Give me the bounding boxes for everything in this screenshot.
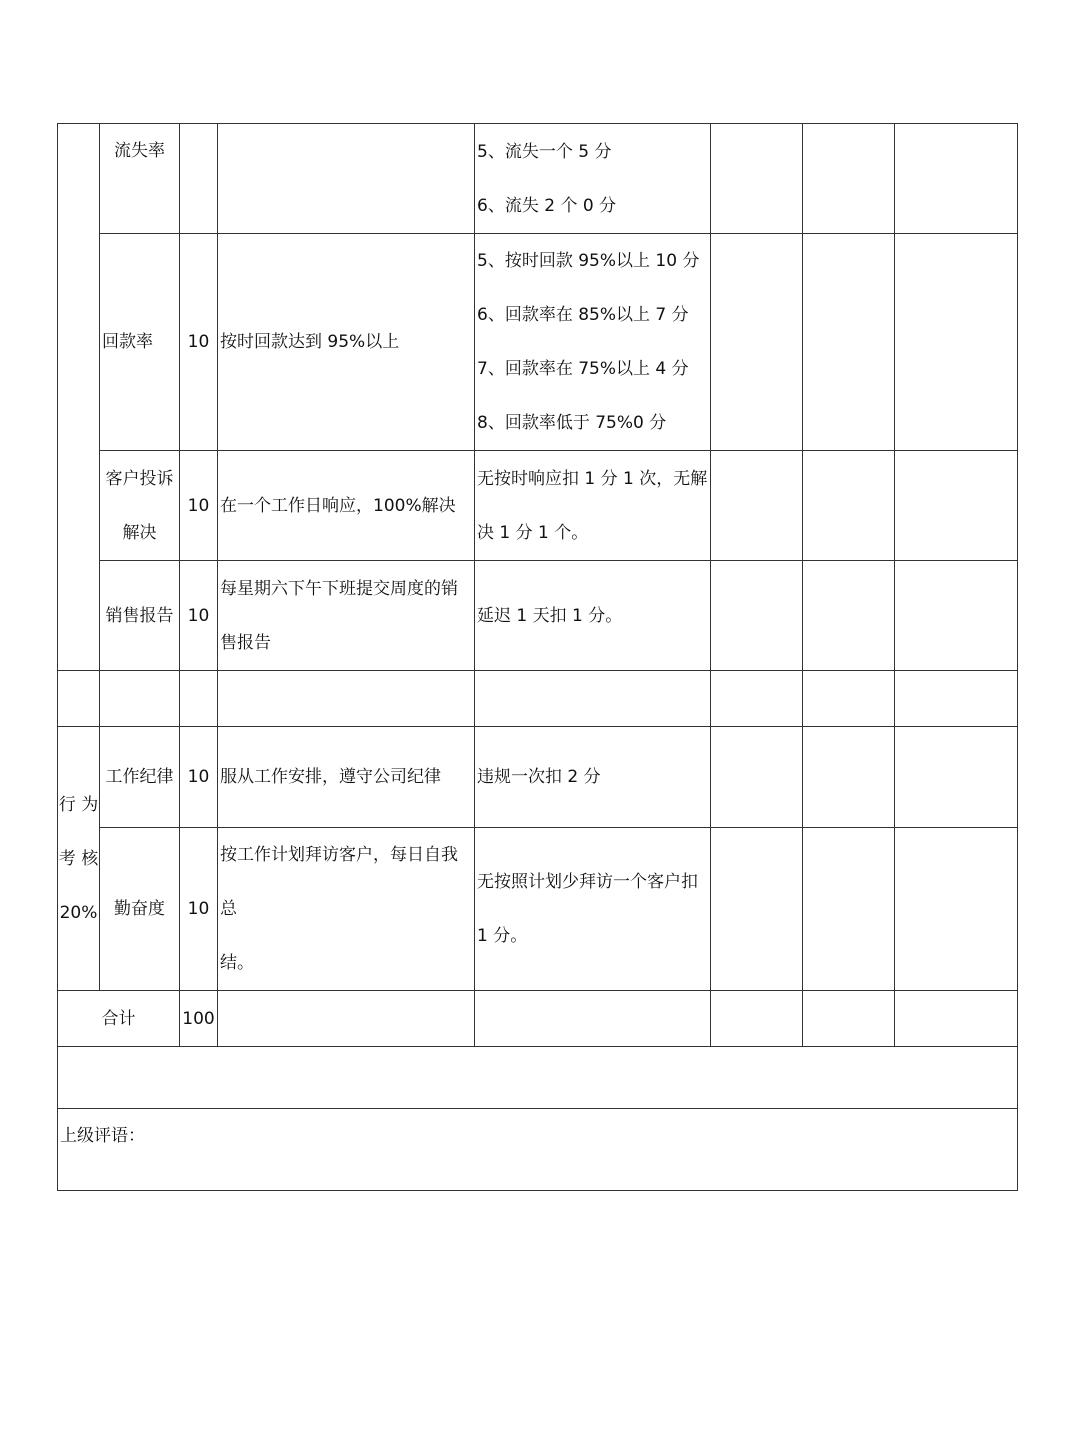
item-cell bbox=[100, 828, 180, 991]
table-row-diligence bbox=[58, 828, 1018, 991]
item-label: 解决 bbox=[122, 522, 157, 543]
score-cell-1[interactable] bbox=[711, 124, 803, 234]
table-row-blank bbox=[58, 671, 1018, 727]
scoring-line: 7、回款率在 75%以上 4 分 bbox=[477, 359, 689, 379]
score-cell-3[interactable] bbox=[895, 671, 1018, 727]
standard-cell bbox=[218, 828, 475, 991]
scoring-cell bbox=[475, 451, 711, 561]
score-cell-2[interactable] bbox=[803, 561, 895, 671]
standard-cell bbox=[218, 234, 475, 451]
scoring-line: 延迟 1 天扣 1 分。 bbox=[477, 605, 623, 626]
score-cell-2[interactable] bbox=[803, 234, 895, 451]
score-cell-1[interactable] bbox=[711, 671, 803, 727]
scoring-line: 8、回款率低于 75%0 分 bbox=[477, 413, 667, 433]
blank-cell bbox=[475, 671, 711, 727]
standard-text: 售报告 bbox=[220, 632, 271, 653]
table-row-collection bbox=[58, 234, 1018, 451]
supervisor-comment-cell[interactable] bbox=[58, 1109, 1018, 1191]
scoring-cell bbox=[475, 828, 711, 991]
scoring-line: 6、回款率在 85%以上 7 分 bbox=[477, 305, 689, 325]
score-cell-3[interactable] bbox=[895, 124, 1018, 234]
supervisor-comment-label: 上级评语： bbox=[60, 1126, 145, 1146]
scoring-line: 无按照计划少拜访一个客户扣 bbox=[477, 872, 698, 892]
weight-cell bbox=[180, 234, 218, 451]
score-cell-2[interactable] bbox=[803, 124, 895, 234]
score-cell-3[interactable] bbox=[895, 828, 1018, 991]
scoring-line: 5、流失一个 5 分 bbox=[477, 141, 612, 162]
scoring-cell bbox=[475, 561, 711, 671]
scoring-line: 5、按时回款 95%以上 10 分 bbox=[477, 251, 700, 271]
item-label: 回款率 bbox=[102, 332, 153, 352]
scoring-line: 1 分。 bbox=[477, 926, 528, 946]
score-cell-3[interactable] bbox=[895, 451, 1018, 561]
score-cell-1[interactable] bbox=[711, 561, 803, 671]
item-label: 销售报告 bbox=[105, 605, 174, 626]
category-label: 考 核 bbox=[58, 848, 99, 869]
category-cell-behavior bbox=[58, 727, 100, 991]
category-label: 行 为 bbox=[58, 794, 99, 815]
item-label: 勤奋度 bbox=[114, 899, 165, 919]
weight-value: 10 bbox=[187, 767, 210, 787]
score-cell-3[interactable] bbox=[895, 727, 1018, 828]
scoring-line: 决 1 分 1 个。 bbox=[477, 522, 589, 543]
table-row-churn bbox=[58, 124, 1018, 234]
blank-cell bbox=[475, 991, 711, 1047]
standard-cell bbox=[218, 451, 475, 561]
standard-cell bbox=[218, 124, 475, 234]
weight-cell bbox=[180, 727, 218, 828]
score-cell-3[interactable] bbox=[895, 561, 1018, 671]
score-cell-3[interactable] bbox=[895, 991, 1018, 1047]
weight-cell bbox=[180, 828, 218, 991]
weight-value: 10 bbox=[187, 332, 210, 352]
scoring-cell bbox=[475, 234, 711, 451]
total-weight-cell bbox=[180, 991, 218, 1047]
score-cell-1[interactable] bbox=[711, 234, 803, 451]
score-cell-1[interactable] bbox=[711, 828, 803, 991]
item-cell bbox=[100, 234, 180, 451]
category-cell-performance bbox=[58, 124, 100, 671]
score-cell-1[interactable] bbox=[711, 451, 803, 561]
item-cell bbox=[100, 124, 180, 234]
total-weight: 100 bbox=[182, 1008, 215, 1029]
item-cell bbox=[100, 451, 180, 561]
weight-value: 10 bbox=[187, 605, 210, 626]
weight-value: 10 bbox=[187, 495, 210, 516]
table-row-complaint bbox=[58, 451, 1018, 561]
blank-cell bbox=[180, 671, 218, 727]
blank-cell bbox=[100, 671, 180, 727]
scoring-cell bbox=[475, 124, 711, 234]
score-cell-2[interactable] bbox=[803, 451, 895, 561]
standard-cell bbox=[218, 561, 475, 671]
empty-cell[interactable] bbox=[58, 1047, 1018, 1109]
weight-cell bbox=[180, 451, 218, 561]
scoring-line: 无按时响应扣 1 分 1 次，无解 bbox=[477, 468, 708, 489]
standard-text: 按时回款达到 95%以上 bbox=[220, 332, 400, 352]
item-label: 客户投诉 bbox=[105, 468, 174, 489]
standard-text: 服从工作安排，遵守公司纪律 bbox=[220, 767, 441, 787]
weight-cell bbox=[180, 561, 218, 671]
category-label: 20% bbox=[59, 902, 98, 923]
table-row-empty bbox=[58, 1047, 1018, 1109]
scoring-line: 6、流失 2 个 0 分 bbox=[477, 195, 617, 216]
item-label: 流失率 bbox=[114, 141, 165, 161]
weight-value: 10 bbox=[187, 899, 210, 919]
score-cell-3[interactable] bbox=[895, 234, 1018, 451]
standard-text: 在一个工作日响应，100%解决 bbox=[220, 495, 456, 516]
score-cell-2[interactable] bbox=[803, 991, 895, 1047]
table-row-report bbox=[58, 561, 1018, 671]
standard-text: 按工作计划拜访客户，每日自我总 bbox=[220, 845, 458, 919]
scoring-line: 违规一次扣 2 分 bbox=[477, 767, 601, 787]
kpi-table bbox=[57, 123, 1018, 1191]
score-cell-2[interactable] bbox=[803, 671, 895, 727]
score-cell-2[interactable] bbox=[803, 828, 895, 991]
standard-text: 每星期六下午下班提交周度的销 bbox=[220, 578, 458, 599]
weight-cell bbox=[180, 124, 218, 234]
score-cell-1[interactable] bbox=[711, 991, 803, 1047]
table-row-comment bbox=[58, 1109, 1018, 1191]
item-label: 工作纪律 bbox=[105, 767, 174, 787]
blank-cell bbox=[218, 991, 475, 1047]
table-row-discipline bbox=[58, 727, 1018, 828]
blank-cell bbox=[218, 671, 475, 727]
item-cell bbox=[100, 561, 180, 671]
table-row-total bbox=[58, 991, 1018, 1047]
item-cell bbox=[100, 727, 180, 828]
total-label: 合计 bbox=[101, 1008, 136, 1029]
blank-cell bbox=[58, 671, 100, 727]
standard-cell bbox=[218, 727, 475, 828]
standard-text: 结。 bbox=[220, 953, 254, 973]
score-cell-1[interactable] bbox=[711, 727, 803, 828]
scoring-cell bbox=[475, 727, 711, 828]
total-label-cell bbox=[58, 991, 180, 1047]
score-cell-2[interactable] bbox=[803, 727, 895, 828]
